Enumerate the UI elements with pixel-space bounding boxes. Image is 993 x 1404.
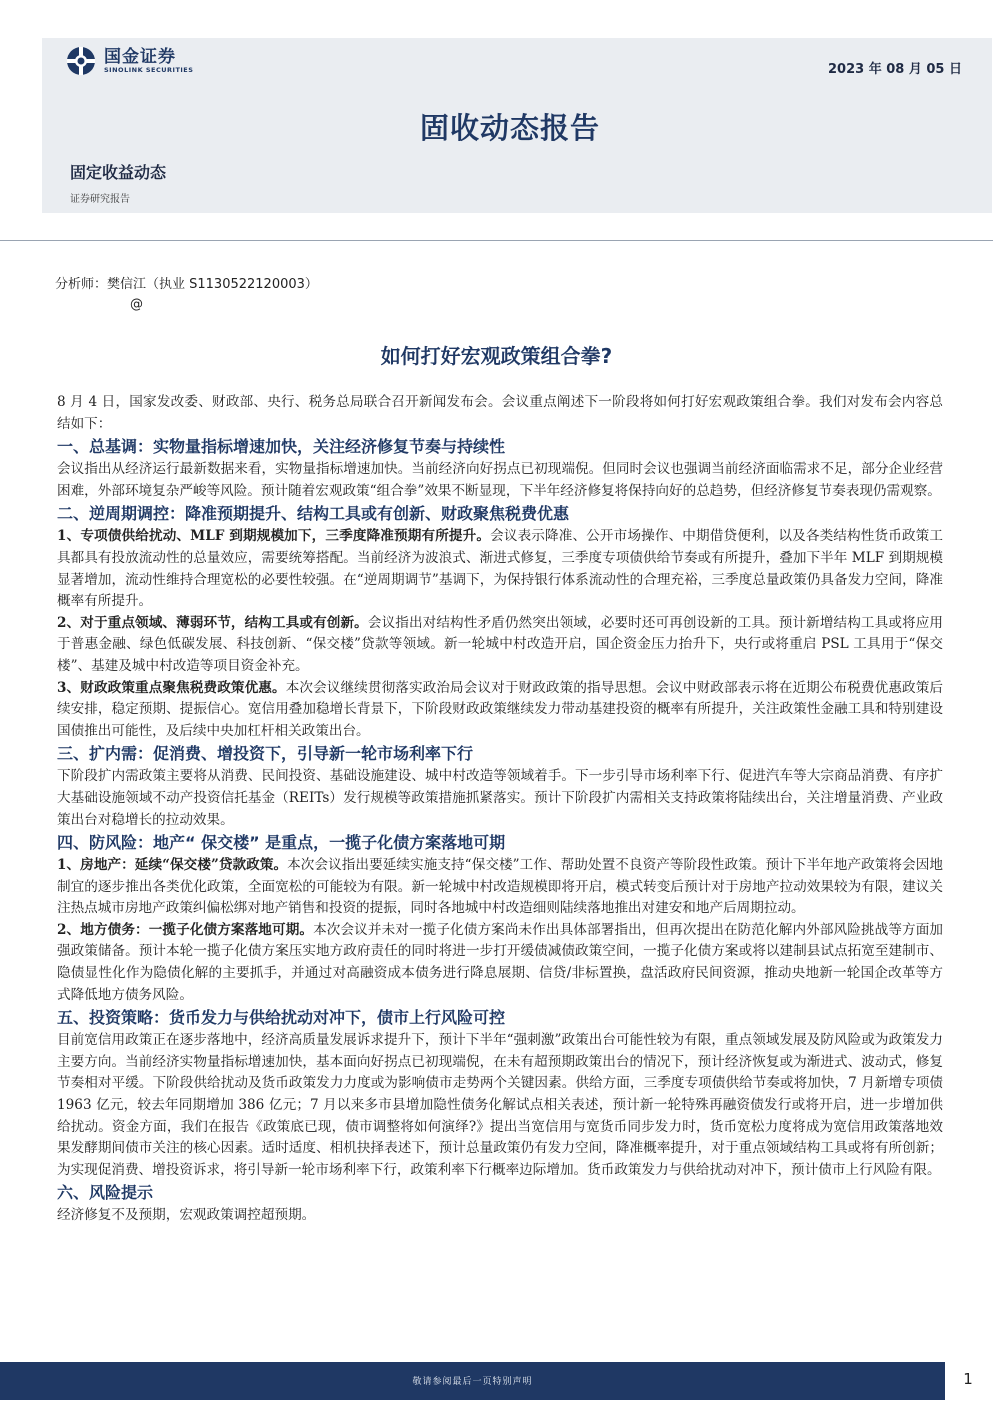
section-paragraph <box>57 526 943 612</box>
brand-logo <box>66 46 193 76</box>
header-divider <box>0 240 993 241</box>
paragraph-text: 会议表示降准、公开市场操作、中期借贷便利，以及各类结构性货币政策工具都具有投放流动性的总量效应，需要统筹搭配。当前经济为波浪式、渐进式修复，三季度专项债供给节奏或有所提升，叠加下半年 MLF 到期规模显著增加，流动性维持合理宽松的必要性较强。在“逆周期调节”基调下，为保持银行体系流动性的合理充裕，三季度总量政策仍具备发力空间，降准概率有所提升。 <box>57 528 943 610</box>
logo-cn-text: 国金证券 <box>104 47 176 67</box>
section-paragraph <box>57 1205 943 1227</box>
report-subcategory: 证券研究报告 <box>70 194 130 205</box>
sinolink-logo-icon <box>66 46 96 76</box>
paragraph-text: 本次会议并未对一揽子化债方案尚未作出具体部署指出，但再次提出在防范化解内外部风险挑战等方面加强政策储备。预计本轮一揽子化债方案压实地方政府责任的同时将进一步打开缓债减债政策空间，一揽子化债方案或将以建制县试点拓宽至建制市、隐债显性化作为隐债化解的主要抓手，并通过对高融资成本债务进行降息展期、信贷/非标置换，盘活政府民间资源，推动央地新一轮国企改革等方式降低地方债务风险。 <box>57 921 943 1003</box>
section-heading: 四、防风险：地产“ 保交楼” 是重点，一揽子化债方案落地可期 <box>57 833 506 853</box>
paragraph-lead: 2、对于重点领域、薄弱环节，结构工具或有创新。 <box>57 614 368 631</box>
paragraph-lead: 2、地方债务：一揽子化债方案落地可期。 <box>57 921 314 938</box>
analyst-info: 分析师：樊信江（执业 S1130522120003） <box>55 277 318 292</box>
section-paragraph <box>57 855 943 920</box>
report-type-title: 固收动态报告 <box>420 111 601 145</box>
section-paragraph <box>57 613 943 678</box>
sections-container <box>57 435 943 1227</box>
section-paragraph <box>57 766 943 831</box>
logo-en-text: SINOLINK SECURITIES <box>104 66 194 74</box>
report-title: 如何打好宏观政策组合拳? <box>380 344 613 368</box>
paragraph-lead: 1、房地产：延续“保交楼”贷款政策。 <box>57 857 288 874</box>
section-heading: 五、投资策略：货币发力与供给扰动对冲下，债市上行风险可控 <box>57 1008 506 1028</box>
report-category: 固定收益动态 <box>70 163 167 182</box>
section-heading: 二、逆周期调控：降准预期提升、结构工具或有创新、财政聚焦税费优惠 <box>57 504 570 524</box>
paragraph-text: 下阶段扩内需政策主要将从消费、民间投资、基础设施建设、城中村改造等领域着手。下一步引导市场利率下行、促进汽车等大宗商品消费、有序扩大基础设施领域不动产投资信托基金（REITs）发行规模等政策措施抓紧落实。预计下阶段扩内需相关支持政策将陆续出台，关注增量消费、产业政策出台对稳增长的拉动效果。 <box>57 768 943 828</box>
section-paragraph <box>57 1030 943 1181</box>
page-number: 1 <box>963 1370 973 1388</box>
paragraph-text: 本次会议指出要延续实施支持“保交楼”工作、帮助处置不良资产等阶段性政策。预计下半年地产政策将会因地制宜的逐步推出各类优化政策，全面宽松的可能较为有限。新一轮城中村改造规模即将开启，模式转变后预计对于房地产拉动效果较为有限，建议关注热点城市房地产政策纠偏松绑对地产销售和投资的提振，同时各地城中村改造细则陆续落地推出对建安和地产后周期拉动。 <box>57 857 943 917</box>
paragraph-lead: 3、财政政策重点聚焦税费政策优惠。 <box>57 679 286 696</box>
section-heading: 六、风险提示 <box>57 1183 154 1203</box>
paragraph-text: 经济修复不及预期，宏观政策调控超预期。 <box>57 1207 316 1224</box>
section-paragraph <box>57 678 943 743</box>
report-date: 2023 年 08 月 05 日 <box>828 62 962 77</box>
section-paragraph <box>57 459 943 502</box>
intro-paragraph: 8 月 4 日，国家发改委、财政部、央行、税务总局联合召开新闻发布会。会议重点阐述下一阶段将如何打好宏观政策组合拳。我们对发布会内容总结如下： <box>57 394 943 432</box>
report-body <box>57 392 943 1227</box>
section-paragraph <box>57 920 943 1006</box>
analyst-email: @ <box>130 297 143 312</box>
paragraph-text: 会议指出从经济运行最新数据来看，实物量指标增速加快。当前经济向好拐点已初现端倪。但同时会议也强调当前经济面临需求不足，部分企业经营困难，外部环境复杂严峻等风险。预计随着宏观政策“组合拳”效果不断显现，下半年经济修复将保持向好的总趋势，但经济修复节奏表现仍需观察。 <box>57 461 943 499</box>
paragraph-text: 目前宽信用政策正在逐步落地中，经济高质量发展诉求提升下，预计下半年“强刺激”政策出台可能性较为有限，重点领域发展及防风险或为政策发力主要方向。当前经济实物量指标增速加快，基本面向好拐点已初现端倪，在未有超预期政策出台的情况下，预计经济恢复或为渐进式、波动式，修复节奏相对平缓。下阶段供给扰动及货币政策发力力度或为影响债市走势两个关键因素。供给方面，三季度专项债供给节奏或将加快，7 月新增专项债 1963 亿元，较去年同期增加 386 亿元；7 月以来多市县增加隐性债务化解试点相关表述，预计新一轮特殊再融资债发行或将开启，进一步增加供给扰动。资金方面，我们在报告《政策底已现，债市调整将如何演绎?》提出当宽信用与宽货币同步发力时，货币宽松力度将成为宽信用政策落地效果发酵期间债市关注的核心因素。适时适度、相机抉择表述下，预计总量政策仍有发力空间，降准概率提升，对于重点领域结构工具或将有所创新；为实现促消费、增投资诉求，将引导新一轮市场利率下行，政策利率下行概率边际增加。货币政策发力与供给扰动对冲下，预计债市上行风险有限。 <box>57 1032 943 1178</box>
footer-disclaimer: 敬请参阅最后一页特别声明 <box>412 1377 533 1387</box>
paragraph-lead: 1、专项债供给扰动、MLF 到期规模加下，三季度降准预期有所提升。 <box>57 528 491 545</box>
paragraph-text: 本次会议继续贯彻落实政治局会议对于财政政策的指导思想。会议中财政部表示将在近期公布税费优惠政策后续安排，稳定预期、提振信心。宽信用叠加稳增长背景下，下阶段财政政策继续发力带动基建投资的概率有所提升，关注政策性金融工具和特别建设国债推出可能性，及后续中央加杠杆相关政策出台。 <box>57 679 943 739</box>
section-heading: 一、总基调：实物量指标增速加快，关注经济修复节奏与持续性 <box>57 437 506 457</box>
paragraph-text: 会议指出对结构性矛盾仍然突出领域，必要时还可再创设新的工具。预计新增结构工具或将应用于普惠金融、绿色低碳发展、科技创新、“保交楼”贷款等领域。新一轮城中村改造开启，国企资金压力抬升下，央行或将重启 PSL 工具用于“保交楼”、基建及城中村改造等项目资金补充。 <box>57 614 943 674</box>
section-heading: 三、扩内需：促消费、增投资下，引导新一轮市场利率下行 <box>57 744 474 764</box>
